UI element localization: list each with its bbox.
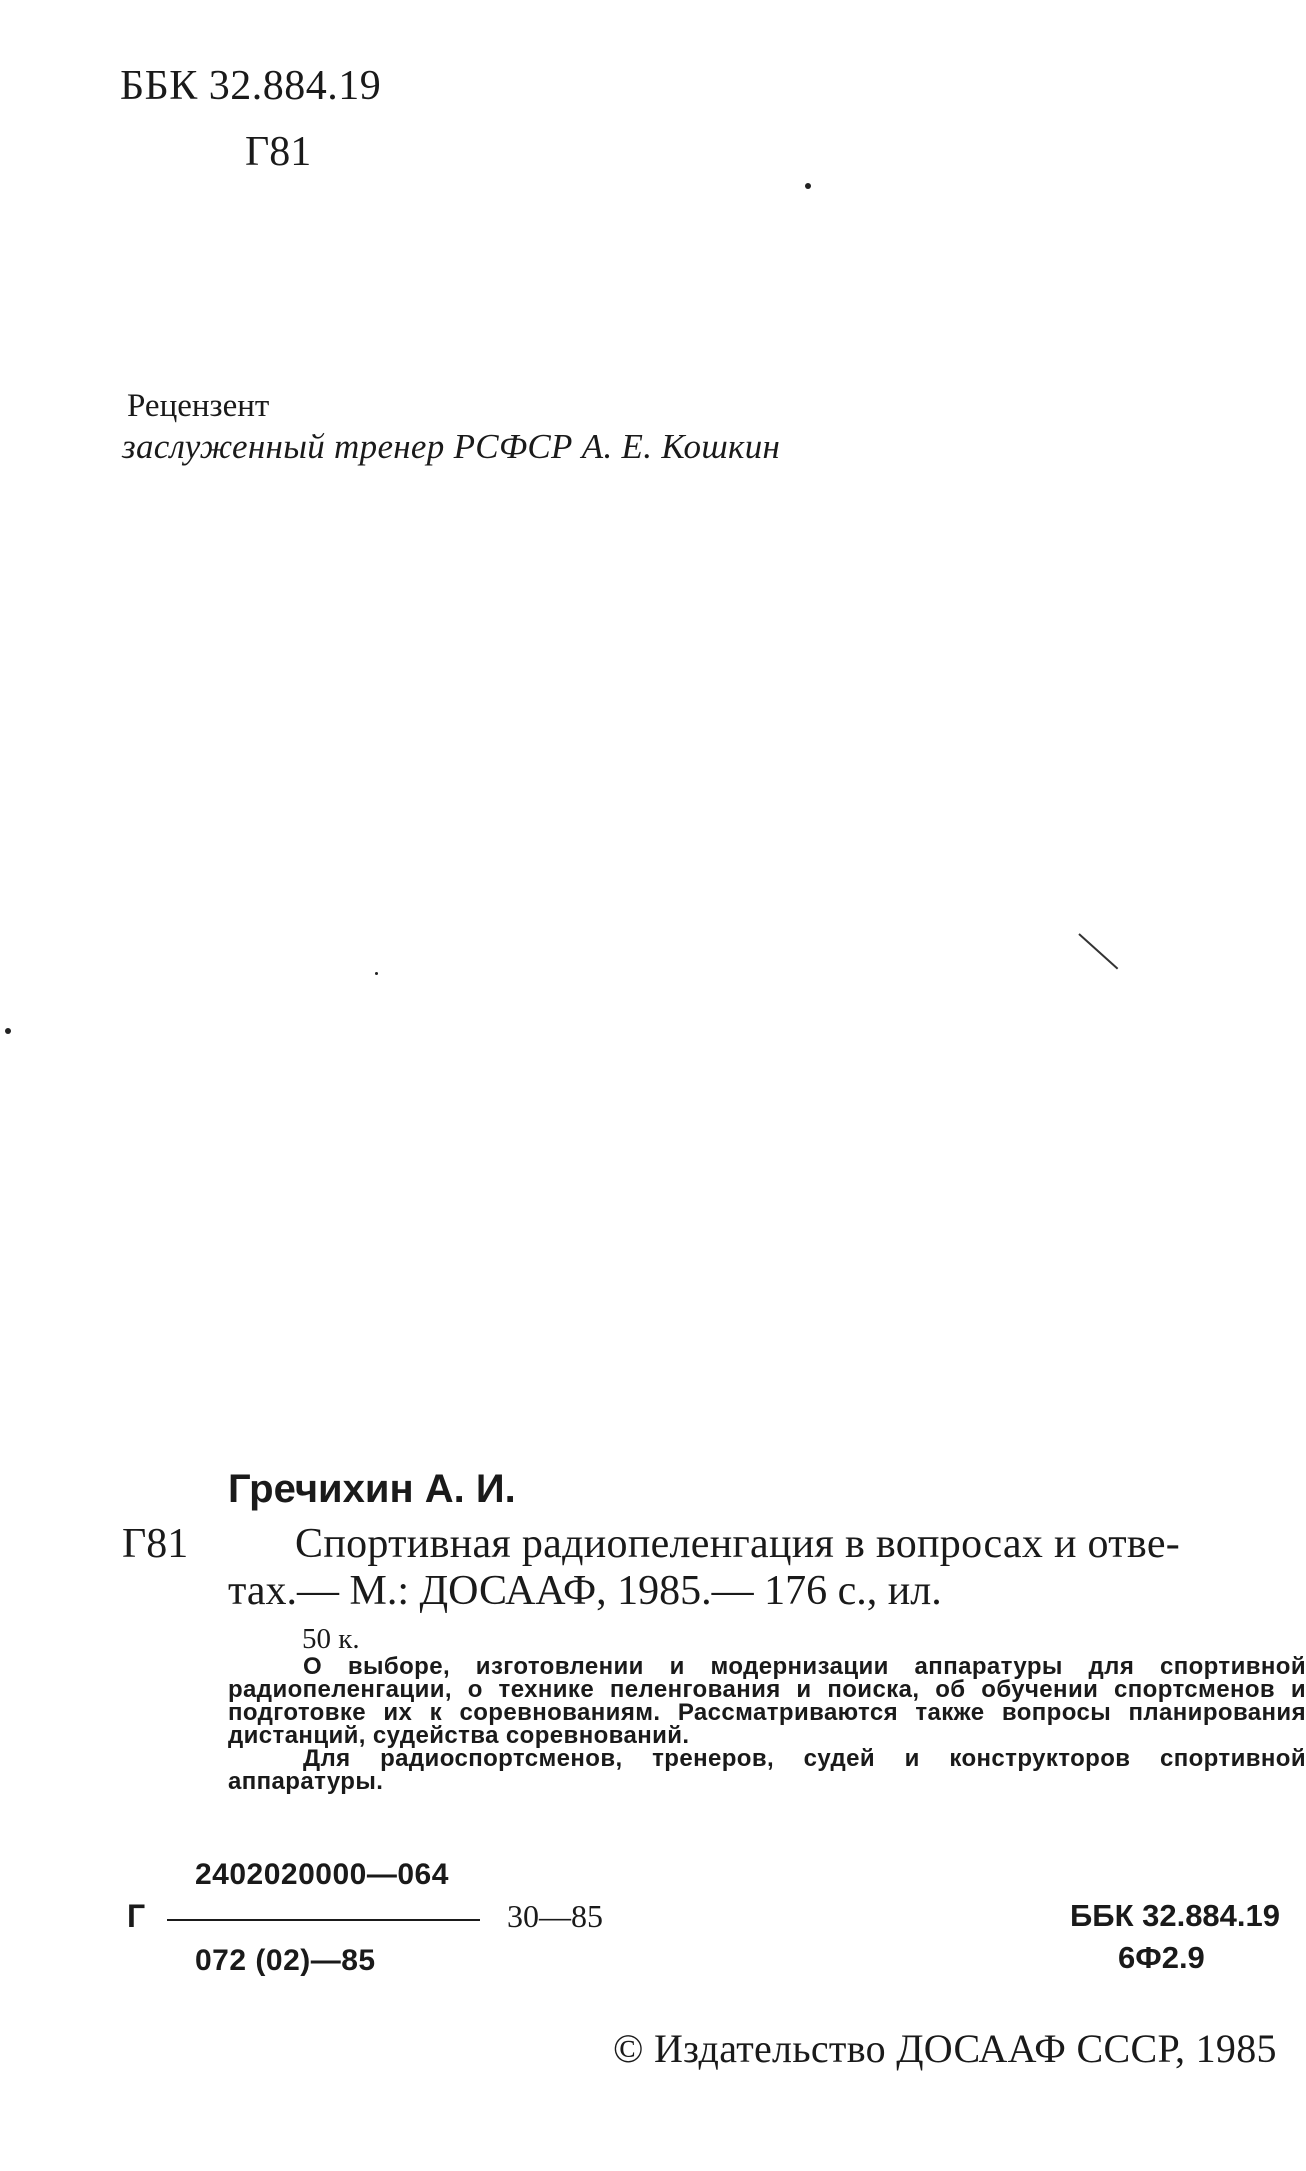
print-speck [805, 183, 811, 189]
publication-index-letter: Г [127, 1898, 146, 1934]
publication-index-numerator: 2402020000—064 [195, 1858, 449, 1891]
card-title-line-2: тах.— М.: ДОСААФ, 1985.— 176 с., ил. [228, 1568, 942, 1614]
publication-index-fraction-line [167, 1919, 480, 1921]
classification-code: 6Ф2.9 [1118, 1940, 1205, 1975]
copyright-line: © Издательство ДОСААФ СССР, 1985 [613, 2026, 1277, 2071]
reviewer-label: Рецензент [127, 388, 270, 424]
print-stroke [1078, 933, 1118, 969]
card-title-line-1: Спортивная радиопеленгация в вопросах и отве- [295, 1521, 1181, 1567]
annotation-paragraph-1: О выборе, изготовлении и модернизации аппаратуры для спортивной радиопеленгации, о технике пеленгования и поиска, об обучении спортсменов и подготовке их к соревнованиям. Рассматриваются также вопросы планирования дистанций, судейства соревнований. [228, 1653, 1306, 1749]
bbk-footer: ББК 32.884.19 [1070, 1898, 1281, 1933]
card-price: 50 к. [302, 1623, 360, 1655]
print-speck [5, 1028, 11, 1034]
card-author-mark: Г81 [122, 1521, 189, 1567]
publication-index-denominator: 072 (02)—85 [195, 1944, 376, 1977]
publication-index-order: 30—85 [507, 1898, 603, 1934]
card-author: Гречихин А. И. [228, 1467, 516, 1511]
author-mark-header: Г81 [245, 129, 312, 175]
print-speck [375, 972, 378, 975]
card-annotation [228, 1655, 1306, 1793]
bbk-header: ББК 32.884.19 [120, 63, 382, 109]
reviewer-name: заслуженный тренер РСФСР А. Е. Кошкин [122, 427, 781, 466]
annotation-paragraph-2: Для радиоспортсменов, тренеров, судей и конструкторов спортивной аппаратуры. [228, 1745, 1306, 1795]
